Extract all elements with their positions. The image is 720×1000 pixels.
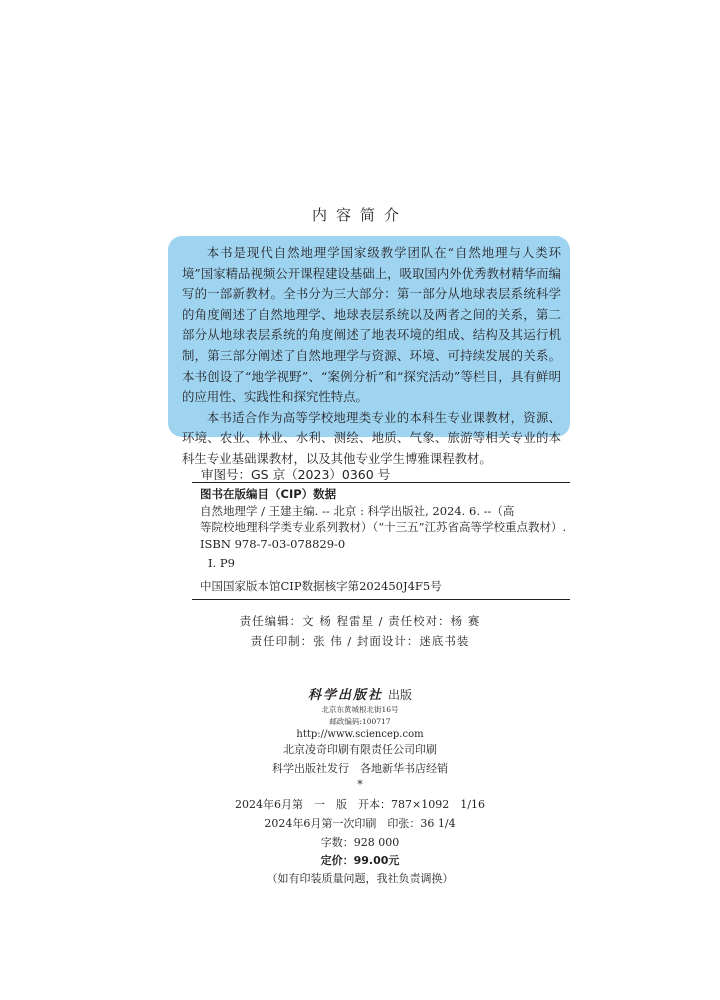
distribution-line: 科学出版社发行 各地新华书店经销: [272, 762, 448, 775]
printing-line: 2024年6月第一次印刷 印张：36 1/4: [264, 817, 456, 830]
staff-line-1: 责任编辑：文 杨 程雷星 / 责任校对：杨 赛: [239, 614, 481, 628]
cip-number: 中国国家版本馆CIP数据核字第202450J4F5号: [200, 578, 442, 593]
publisher-address: 北京东黄城根北街16号: [321, 705, 399, 714]
staff-line-2: 责任印制：张 伟 / 封面设计：迷底书装: [250, 634, 470, 648]
printer-line: 北京凌奇印刷有限责任公司印刷: [283, 743, 437, 756]
separator-star: *: [357, 778, 363, 791]
quality-notice: （如有印装质量问题，我社负责调换）: [266, 872, 454, 885]
abstract-paragraph-1: 本书是现代自然地理学国家级教学团队在“自然地理与人类环境”国家精品视频公开课程建设基础上，吸取国内外优秀教材精华而编写的一部新教材。全书分为三大部分：第一部分从地球表层系统科学的角度阐述了自然地理学、地球表层系统以及两者之间的关系，第二部分从地球表层系统的角度阐述了地表环境的组成、结构及其运行机制，第三部分阐述了自然地理学与资源、环境、可持续发展的关系。本书创设了“地学视野”、“案例分析”和“探究活动”等栏目，具有鲜明的应用性、实践性和探究性特点。: [182, 245, 561, 405]
price: 定价：99.00元: [320, 854, 400, 867]
cip-line-4: Ⅰ. P9: [208, 556, 235, 571]
publisher-line: [0, 684, 720, 703]
word-count: 字数：928 000: [320, 836, 400, 849]
section-title: 内容简介: [311, 206, 408, 224]
cip-heading: 图书在版编目（CIP）数据: [200, 487, 337, 501]
abstract-box: [168, 236, 570, 466]
cip-line-3: ISBN 978-7-03-078829-0: [200, 536, 346, 551]
cip-line-2: 等院校地理科学类专业系列教材）（“十三五”江苏省高等学校重点教材）.: [200, 520, 567, 535]
publisher-url: http://www.sciencep.com: [296, 729, 424, 740]
publisher-suffix: 出版: [388, 688, 413, 702]
publisher-postcode: 邮政编码:100717: [329, 717, 391, 726]
cip-line-1: 自然地理学 / 王建主编. -- 北京 : 科学出版社, 2024. 6. --（高: [200, 503, 515, 518]
publisher-logo: 科学出版社: [307, 688, 383, 703]
edition-line: 2024年6月第 一 版 开本：787×1092 1/16: [235, 798, 485, 811]
abstract-paragraph-2: 本书适合作为高等学校地理类专业的本科生专业课教材，资源、环境、农业、林业、水利、测绘、地质、气象、旅游等相关专业的本科生专业基础课教材，以及其他专业学生博雅课程教材。: [182, 409, 561, 466]
map-review-number: 审图号：GS 京（2023）0360 号: [201, 467, 391, 482]
cip-data-block: [192, 482, 570, 600]
